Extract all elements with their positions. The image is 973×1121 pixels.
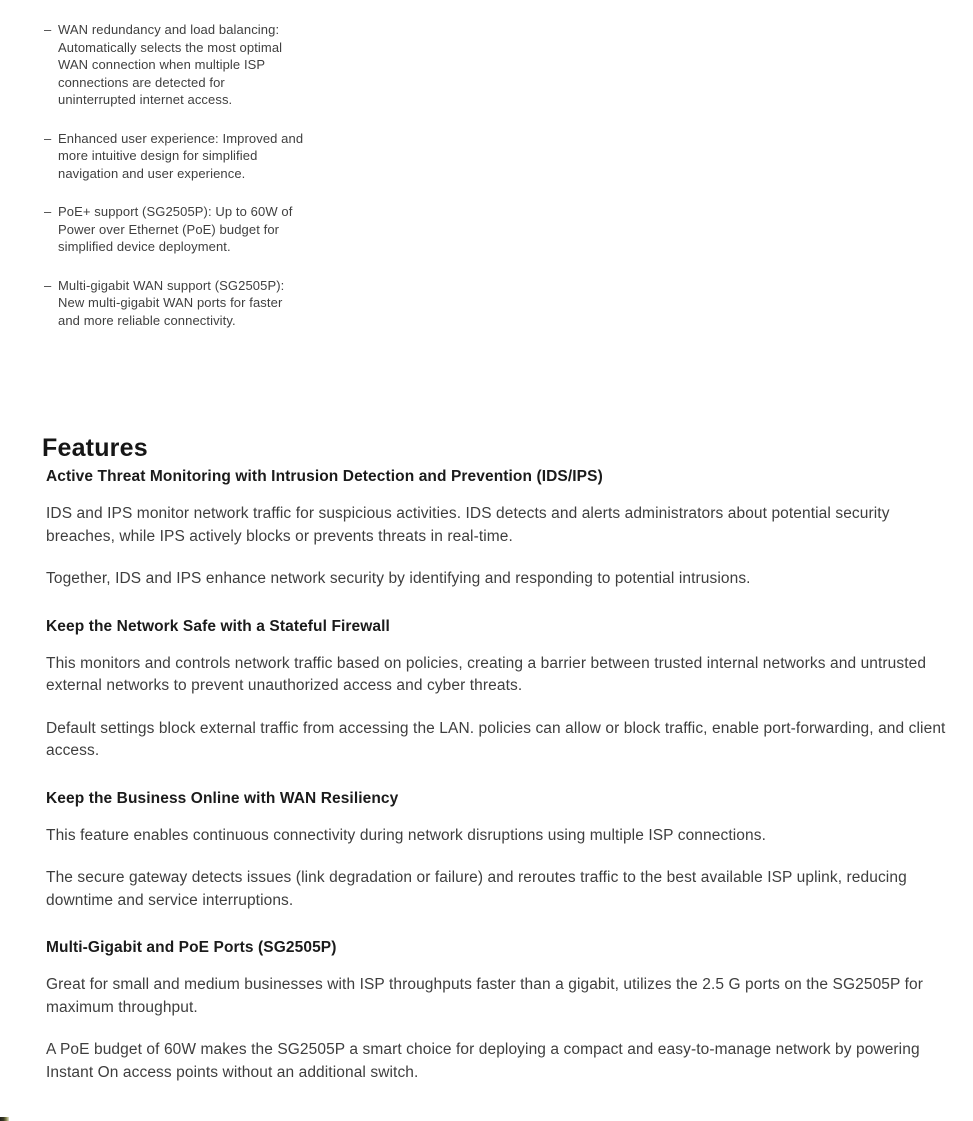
section-heading: Keep the Network Safe with a Stateful Firewall [46,617,390,635]
paragraph: This monitors and controls network traffic based on policies, creating a barrier between trusted internal networks and untrusted external networks to prevent unauthorized access and cyber threats. [46,654,927,694]
bullet-text: PoE+ support (SG2505P): Up to 60W of Power over Ethernet (PoE) budget for simplified device deployment. [58,204,293,254]
cropped-image-fragment [0,1117,9,1121]
dash-bullet-icon: – [44,204,52,219]
section-heading: Multi-Gigabit and PoE Ports (SG2505P) [46,939,337,956]
paragraph: The secure gateway detects issues (link degradation or failure) and reroutes traffic to the best available ISP uplink, reducing downtime and service interruptions. [46,869,907,909]
paragraph: IDS and IPS monitor network traffic for suspicious activities. IDS detects and alerts administrators about potential security breaches, while IPS actively blocks or prevents threats in real-time. [46,505,890,545]
feature-bullet-list [44,21,306,350]
bullet-text: WAN redundancy and load balancing: Automatically selects the most optimal WAN connection when multiple ISP connections are detected for uninterrupted internet access. [58,22,283,107]
list-item [44,277,306,330]
paragraph: A PoE budget of 60W makes the SG2505P a smart choice for deploying a compact and easy-to-manage network by powering Instant On access points without an additional switch. [46,1041,920,1081]
section-multi-gigabit-poe [46,937,954,1084]
list-item [44,130,306,183]
paragraph: Great for small and medium businesses with ISP throughputs faster than a gigabit, utilizes the 2.5 G ports on the SG2505P for maximum throughput. [46,976,923,1016]
paragraph: Together, IDS and IPS enhance network security by identifying and responding to potential intrusions. [46,570,751,587]
paragraph: This feature enables continuous connectivity during network disruptions using multiple ISP connections. [46,826,766,844]
dash-bullet-icon: – [44,130,52,146]
features-sections [46,466,954,1104]
page-title: Features [42,433,148,462]
section-wan-resiliency [46,788,954,913]
section-heading: Keep the Business Online with WAN Resiliency [46,789,399,807]
section-heading: Active Threat Monitoring with Intrusion Detection and Prevention (IDS/IPS) [46,468,603,485]
paragraph: Default settings block external traffic from accessing the LAN. policies can allow or block traffic, enable port-forwarding, and client access. [46,719,946,759]
list-item [44,203,306,256]
list-item [44,21,306,109]
dash-bullet-icon: – [44,277,52,293]
section-ids-ips [46,466,954,591]
section-stateful-firewall [46,616,954,763]
bullet-text: Multi-gigabit WAN support (SG2505P): New multi-gigabit WAN ports for faster and more reliable connectivity. [58,277,285,328]
dash-bullet-icon: – [44,22,52,37]
bullet-text: Enhanced user experience: Improved and more intuitive design for simplified navigation and user experience. [58,130,304,181]
